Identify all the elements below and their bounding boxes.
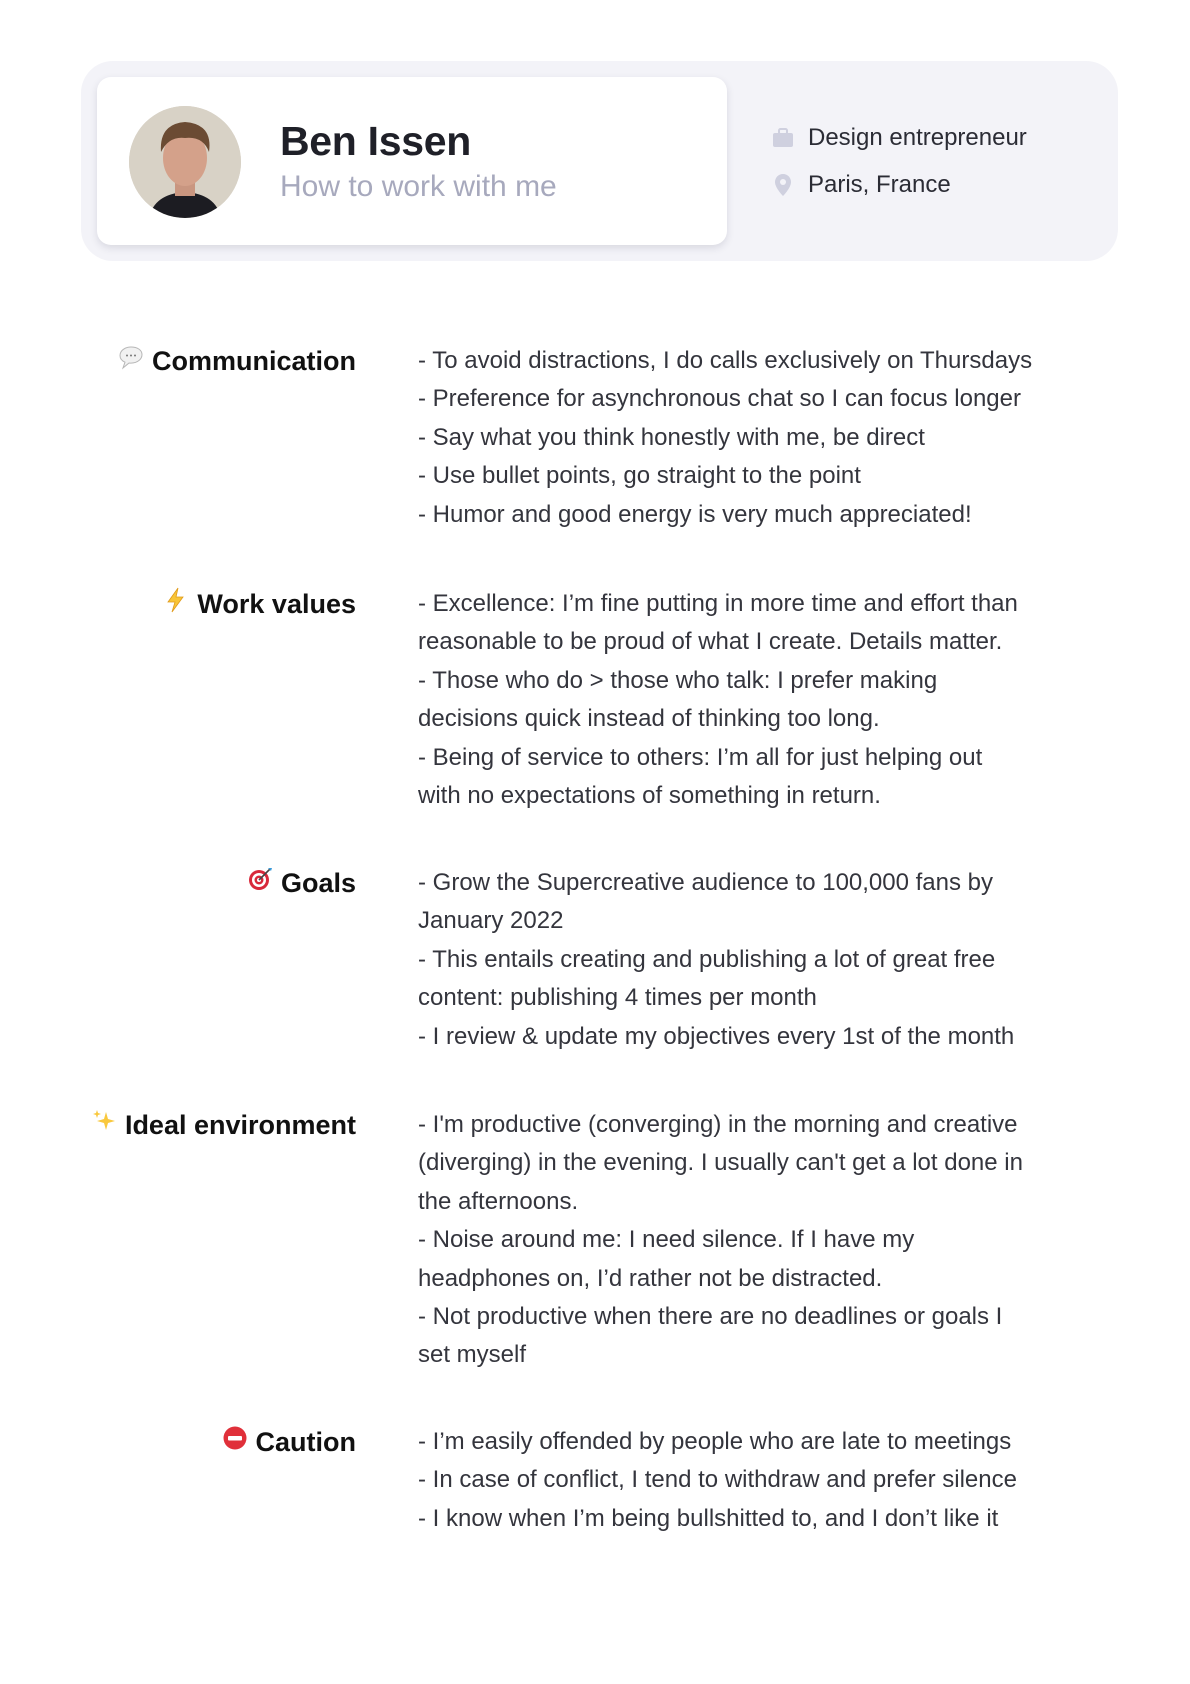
briefcase-icon bbox=[772, 126, 794, 150]
content-line: - Humor and good energy is very much appreciated! bbox=[418, 500, 972, 528]
content-line: content: publishing 4 times per month bbox=[418, 984, 817, 1012]
content-line: with no expectations of something in return. bbox=[418, 782, 881, 810]
section-heading bbox=[91, 1106, 356, 1144]
content-line: reasonable to be proud of what I create. Details matter. bbox=[418, 628, 1003, 656]
location-row bbox=[772, 171, 951, 199]
content-line: the afternoons. bbox=[418, 1187, 579, 1215]
content-line: decisions quick instead of thinking too long. bbox=[418, 705, 880, 733]
profile-subtitle: How to work with me bbox=[280, 170, 557, 203]
content-line: - Preference for asynchronous chat so I can focus longer bbox=[418, 385, 1021, 413]
section-content bbox=[418, 864, 1014, 1056]
content-line: - To avoid distractions, I do calls exclusively on Thursdays bbox=[418, 347, 1033, 374]
content-line: - Not productive when there are no deadlines or goals I bbox=[418, 1303, 1003, 1331]
section-title: Goals bbox=[280, 868, 356, 898]
speech-bubble-icon bbox=[118, 342, 144, 380]
no-entry-icon bbox=[222, 1423, 248, 1461]
section-content bbox=[418, 1423, 1017, 1538]
profile-name: Ben Issen bbox=[280, 118, 471, 164]
content-line: - Those who do > those who talk: I prefer making bbox=[418, 666, 938, 694]
content-line: (diverging) in the evening. I usually can't get a lot done in bbox=[418, 1149, 1023, 1177]
target-icon bbox=[247, 864, 273, 902]
section-title: Communication bbox=[151, 346, 356, 376]
content-line: - Grow the Supercreative audience to 100,000 fans by bbox=[418, 869, 994, 896]
section-heading bbox=[163, 585, 356, 623]
content-line: headphones on, I’d rather not be distracted. bbox=[418, 1264, 883, 1292]
content-line: January 2022 bbox=[418, 907, 564, 935]
content-line: set myself bbox=[418, 1341, 527, 1369]
content-line: - Excellence: I’m fine putting in more time and effort than bbox=[418, 590, 1018, 617]
location-text: Paris, France bbox=[808, 171, 951, 198]
section-content bbox=[418, 1106, 1023, 1375]
section-title: Ideal environment bbox=[124, 1110, 356, 1140]
content-line: - This entails creating and publishing a lot of great free bbox=[418, 945, 996, 973]
content-line: - I'm productive (converging) in the morning and creative bbox=[418, 1111, 1018, 1138]
section-title: Work values bbox=[197, 589, 356, 619]
content-line: - I’m easily offended by people who are late to meetings bbox=[418, 1428, 1012, 1455]
section-content bbox=[418, 342, 1032, 534]
section-title: Caution bbox=[255, 1427, 356, 1457]
content-line: - Say what you think honestly with me, be direct bbox=[418, 423, 925, 451]
role-row bbox=[772, 124, 1027, 152]
section-heading bbox=[222, 1423, 357, 1461]
lightning-icon bbox=[163, 585, 189, 623]
role-text: Design entrepreneur bbox=[808, 124, 1027, 151]
sparkles-icon bbox=[91, 1106, 117, 1144]
content-line: - Being of service to others: I’m all for just helping out bbox=[418, 743, 983, 771]
content-line: - Noise around me: I need silence. If I have my bbox=[418, 1226, 915, 1254]
content-line: - I know when I’m being bullshitted to, and I don’t like it bbox=[418, 1504, 999, 1532]
location-pin-icon bbox=[772, 173, 794, 197]
content-line: - I review & update my objectives every 1st of the month bbox=[418, 1022, 1015, 1050]
content-line: - In case of conflict, I tend to withdraw and prefer silence bbox=[418, 1466, 1017, 1494]
avatar bbox=[129, 106, 241, 218]
section-content bbox=[418, 585, 1018, 815]
section-heading bbox=[118, 342, 356, 380]
content-line: - Use bullet points, go straight to the point bbox=[418, 462, 861, 490]
section-heading bbox=[247, 864, 356, 902]
